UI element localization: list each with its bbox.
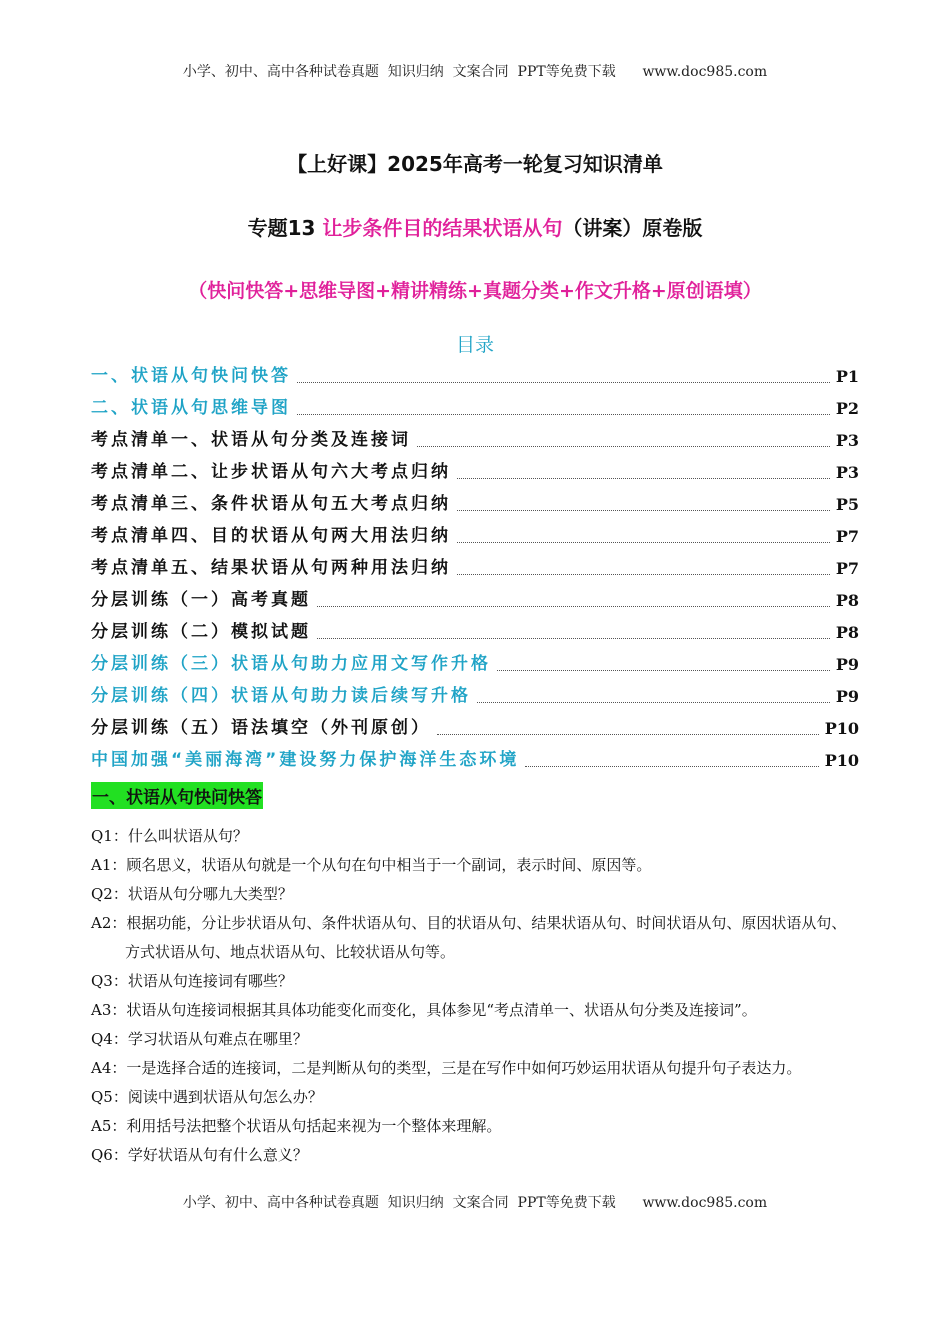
toc-leader-dots bbox=[297, 381, 830, 383]
toc-entry-page: P7 bbox=[835, 527, 859, 546]
toc-entry-label: 考点清单三、条件状语从句五大考点归纳 bbox=[91, 494, 451, 514]
qa-answer: A3：状语从句连接词根据其具体功能变化而变化，具体参见“考点清单一、状语从句分类及连接词”。 bbox=[91, 1001, 757, 1019]
toc-entry-page: P5 bbox=[835, 495, 859, 514]
toc-entry-page: P9 bbox=[835, 687, 859, 706]
document-tagline: （快问快答+思维导图+精讲精练+真题分类+作文升格+原创语填） bbox=[188, 280, 762, 302]
section-heading: 一、状语从句快问快答 bbox=[91, 782, 263, 809]
qa-question: Q6：学好状语从句有什么意义？ bbox=[91, 1146, 308, 1164]
toc-entry-page: P1 bbox=[835, 367, 859, 386]
toc-entry-page: P3 bbox=[835, 431, 859, 450]
qa-question: Q1：什么叫状语从句？ bbox=[91, 827, 248, 845]
qa-answer: A2：根据功能，分让步状语从句、条件状语从句、目的状语从句、结果状语从句、时间状语从句、原因状语从句、方式状语从句、地点状语从句、比较状语从句等。 bbox=[91, 914, 847, 961]
qa-answer: A5：利用括号法把整个状语从句括起来视为一个整体来理解。 bbox=[91, 1117, 502, 1135]
toc-entry-page: P10 bbox=[824, 751, 859, 770]
qa-question: Q5：阅读中遇到状语从句怎么办？ bbox=[91, 1088, 323, 1106]
toc-entry-page: P8 bbox=[835, 591, 859, 610]
toc-entry[interactable] bbox=[91, 486, 859, 518]
toc-leader-dots bbox=[477, 701, 830, 703]
toc-title: 目录 bbox=[455, 334, 494, 356]
toc-entry[interactable] bbox=[91, 582, 859, 614]
toc-entry-label: 分层训练（五）语法填空（外刊原创） bbox=[91, 718, 431, 738]
toc-leader-dots bbox=[525, 765, 818, 767]
toc-entry-label: 分层训练（四）状语从句助力读后续写升格 bbox=[91, 686, 471, 706]
document-subtitle bbox=[0, 212, 950, 241]
toc-entry-label: 中国加强“美丽海湾”建设努力保护海洋生态环境 bbox=[91, 750, 520, 770]
toc-leader-dots bbox=[457, 573, 830, 575]
toc-entry-label: 分层训练（二）模拟试题 bbox=[91, 622, 311, 642]
toc-leader-dots bbox=[437, 733, 819, 735]
subtitle-prefix: 专题13 bbox=[247, 216, 323, 240]
toc-entry-page: P2 bbox=[835, 399, 859, 418]
toc-entry[interactable] bbox=[91, 742, 859, 774]
toc-leader-dots bbox=[317, 637, 830, 639]
page-header: 小学、初中、高中各种试卷真题 知识归纳 文案合同 PPT等免费下载 www.doc985.com bbox=[182, 64, 768, 80]
qa-question: Q2：状语从句分哪九大类型？ bbox=[91, 885, 293, 903]
toc-entry[interactable] bbox=[91, 390, 859, 422]
toc-entry-label: 考点清单二、让步状语从句六大考点归纳 bbox=[91, 462, 451, 482]
toc-leader-dots bbox=[297, 413, 830, 415]
toc-entry-label: 考点清单四、目的状语从句两大用法归纳 bbox=[91, 526, 451, 546]
table-of-contents bbox=[91, 358, 859, 774]
toc-leader-dots bbox=[457, 477, 830, 479]
toc-entry-label: 考点清单一、状语从句分类及连接词 bbox=[91, 430, 411, 450]
toc-entry-page: P8 bbox=[835, 623, 859, 642]
qa-list bbox=[91, 822, 861, 1170]
toc-entry[interactable] bbox=[91, 422, 859, 454]
toc-entry-page: P3 bbox=[835, 463, 859, 482]
toc-entry[interactable] bbox=[91, 710, 859, 742]
toc-entry[interactable] bbox=[91, 678, 859, 710]
qa-question: Q4：学习状语从句难点在哪里？ bbox=[91, 1030, 308, 1048]
toc-entry-label: 考点清单五、结果状语从句两种用法归纳 bbox=[91, 558, 451, 578]
subtitle-topic: 让步条件目的结果状语从句 bbox=[322, 216, 563, 240]
toc-entry[interactable] bbox=[91, 358, 859, 390]
document-title: 【上好课】2025年高考一轮复习知识清单 bbox=[287, 152, 663, 176]
toc-entry-page: P10 bbox=[824, 719, 859, 738]
toc-entry-label: 分层训练（三）状语从句助力应用文写作升格 bbox=[91, 654, 491, 674]
toc-leader-dots bbox=[457, 541, 830, 543]
toc-leader-dots bbox=[457, 509, 830, 511]
toc-entry-label: 二、状语从句思维导图 bbox=[91, 398, 291, 418]
qa-question: Q3：状语从句连接词有哪些？ bbox=[91, 972, 293, 990]
toc-entry[interactable] bbox=[91, 454, 859, 486]
toc-entry-page: P7 bbox=[835, 559, 859, 578]
toc-leader-dots bbox=[417, 445, 830, 447]
toc-entry[interactable] bbox=[91, 550, 859, 582]
page-footer: 小学、初中、高中各种试卷真题 知识归纳 文案合同 PPT等免费下载 www.doc985.com bbox=[182, 1195, 768, 1211]
subtitle-suffix: （讲案）原卷版 bbox=[562, 216, 703, 240]
toc-entry[interactable] bbox=[91, 646, 859, 678]
toc-entry-label: 一、状语从句快问快答 bbox=[91, 366, 291, 386]
toc-entry[interactable] bbox=[91, 518, 859, 550]
toc-leader-dots bbox=[317, 605, 830, 607]
qa-answer: A4：一是选择合适的连接词，二是判断从句的类型，三是在写作中如何巧妙运用状语从句提升句子表达力。 bbox=[91, 1059, 802, 1077]
toc-entry-page: P9 bbox=[835, 655, 859, 674]
qa-answer: A1：顾名思义，状语从句就是一个从句在句中相当于一个副词，表示时间、原因等。 bbox=[91, 856, 652, 874]
toc-leader-dots bbox=[497, 669, 830, 671]
toc-entry-label: 分层训练（一）高考真题 bbox=[91, 590, 311, 610]
toc-entry[interactable] bbox=[91, 614, 859, 646]
